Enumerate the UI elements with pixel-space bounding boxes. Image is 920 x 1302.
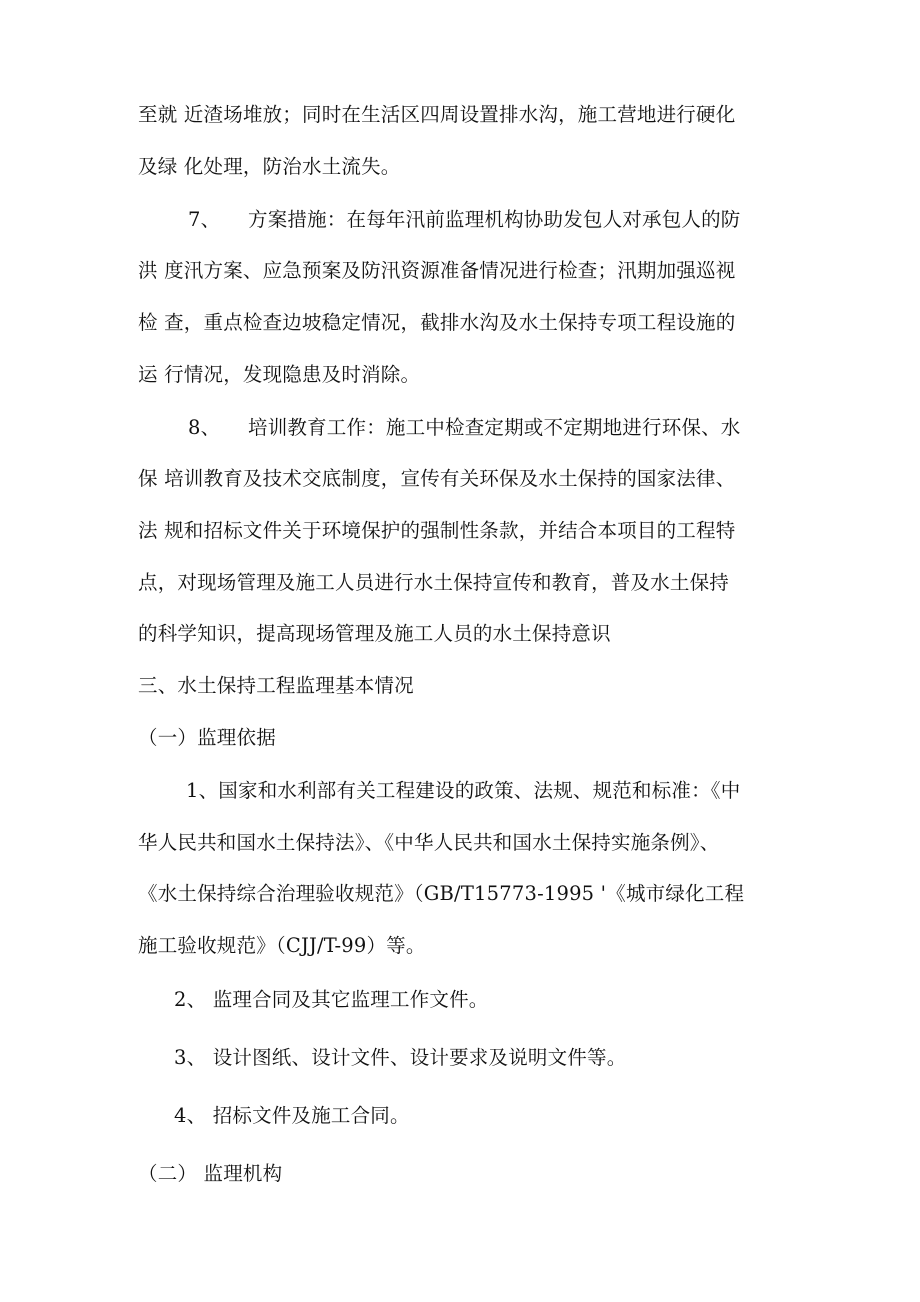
paragraph-line: 华人民共和国水土保持法》、《中华人民共和国水土保持实施条例》、 [138,831,720,854]
list-item: 3、 设计图纸、设计文件、设计要求及说明文件等。 [174,1046,627,1069]
paragraph-line: 至就 近渣场堆放；同时在生活区四周设置排水沟，施工营地进行硬化 [138,103,736,126]
paragraph-line: 的科学知识，提高现场管理及施工人员的水土保持意识 [138,622,611,645]
paragraph-line: 施工验收规范》（CJJ/T-99）等。 [138,934,426,957]
subsection-heading: （一）监理依据 [138,726,276,749]
paragraph-line: 培训教育工作：施工中检查定期或不定期地进行环保、水 [248,416,741,439]
list-item: 4、 招标文件及施工合同。 [174,1104,410,1127]
paragraph-line: 1、国家和水利部有关工程建设的政策、法规、规范和标准：《中 [186,779,741,802]
section-heading: 三、水土保持工程监理基本情况 [138,674,414,697]
list-item: 2、 监理合同及其它监理工作文件。 [174,988,489,1011]
paragraph-line: 运 行情况，发现隐患及时消除。 [138,363,421,386]
subsection-heading: （二） 监理机构 [138,1162,283,1185]
paragraph-line: 点，对现场管理及施工人员进行水土保持宣传和教育，普及水土保持 [138,571,730,594]
paragraph-line: 《水土保持综合治理验收规范》（GB/T15773-1995 '《城市绿化工程 [138,882,745,905]
paragraph-line: 保 培训教育及技术交底制度，宣传有关环保及水土保持的国家法律、 [138,467,736,490]
paragraph-line: 及绿 化处理，防治水土流失。 [138,155,401,178]
list-item-number: 7、 [188,208,221,231]
paragraph-line: 方案措施：在每年汛前监理机构协助发包人对承包人的防 [248,208,741,231]
paragraph-line: 法 规和招标文件关于环境保护的强制性条款，并结合本项目的工程特 [138,519,736,542]
paragraph-line: 检 查，重点检查边坡稳定情况，截排水沟及水土保持专项工程设施的 [138,311,736,334]
paragraph-line: 洪 度汛方案、应急预案及防汛资源准备情况进行检查；汛期加强巡视 [138,259,736,282]
list-item-number: 8、 [188,416,221,439]
